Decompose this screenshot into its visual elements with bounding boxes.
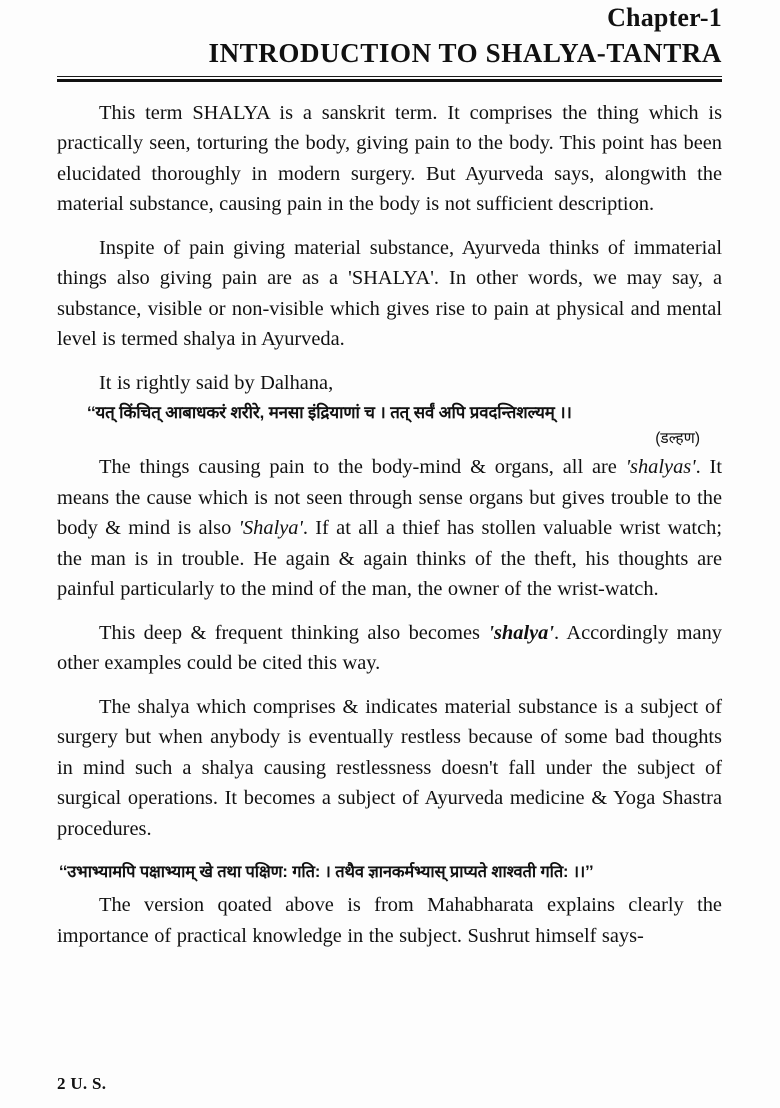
paragraph-spacer [57, 226, 722, 233]
sanskrit-verse-2: ‘‘उभाभ्यामपि पक्षाभ्याम् खे तथा पक्षिण: गति: । तथैव ज्ञानकर्मभ्यास् प्राप्यते शाश्वती गति: ।।’’ [59, 863, 594, 882]
page-title: INTRODUCTION TO SHALYA-TANTRA [208, 38, 722, 69]
emphasis-shalya-bold: 'shalya' [488, 621, 555, 644]
emphasis-shalya: 'Shalya' [238, 517, 303, 540]
title-divider [57, 76, 722, 82]
sanskrit-verse-1: ‘‘यत् किंचित् आबाधकरं शरीरे, मनसा इंद्रियाणां च । तत् सर्वं अपि प्रवदन्तिशल्यम् ।। [87, 403, 572, 423]
paragraph-7: The version qoated above is from Mahabharata explains clearly the importance of practical knowledge in the subject. Sushrut himself says- [57, 894, 722, 947]
paragraph-3-dalhana-intro: It is rightly said by Dalhana, [99, 371, 334, 394]
paragraph-2: Inspite of pain giving material substance, Ayurveda thinks of immaterial things also giving pain are as a 'SHALYA'. In other words, we may say, a substance, visible or non-visible which gives rise to pain at physical and mental level is termed shalya in Ayurveda. [57, 236, 722, 351]
paragraph-5-text-b: . Accordingly many other examples could be cited this way. [57, 621, 722, 675]
paragraph-spacer [57, 883, 722, 890]
paragraph-4-text-b: . It means the cause which is not seen through sense organs but gives trouble to the body & mind is also [57, 456, 722, 540]
paragraph-spacer [57, 611, 722, 618]
paragraph-spacer [57, 361, 722, 368]
chapter-label: Chapter-1 [607, 3, 722, 32]
paragraph-6: The shalya which comprises & indicates material substance is a subject of surgery but when anybody is eventually restless because of some bad thoughts in mind such a shalya causing restlessness doesn't fall under the subject of surgical operations. It becomes a subject of Ayurveda medicine & Yoga Shastra procedures. [57, 695, 722, 840]
paragraph-4 [57, 452, 722, 605]
page-footer-marker: 2 U. S. [57, 1074, 107, 1093]
emphasis-shalyas: 'shalyas' [625, 456, 696, 479]
sanskrit-verse-1-source: (डल्हण) [655, 430, 700, 448]
paragraph-1: This term SHALYA is a sanskrit term. It comprises the thing which is practically seen, torturing the body, giving pain to the body. This point has been elucidated thoroughly in modern surgery. But Ayurveda says, alongwith the material substance, causing pain in the body is not sufficient description. [57, 101, 722, 216]
paragraph-spacer [57, 850, 722, 857]
paragraph-5-text-a: This deep & frequent thinking also becomes [99, 621, 489, 644]
divider-thick-line [57, 79, 722, 82]
paragraph-spacer [57, 685, 722, 692]
paragraph-5 [57, 618, 722, 679]
paragraph-4-text-a: The things causing pain to the body-mind & organs, all are [99, 456, 626, 479]
paragraph-4-text-c: . If at all a thief has stollen valuable wrist watch; the man is in trouble. He again & again thinks of the theft, his thoughts are painful particularly to the mind of the man, the owner of the wrist-watch. [57, 517, 723, 601]
